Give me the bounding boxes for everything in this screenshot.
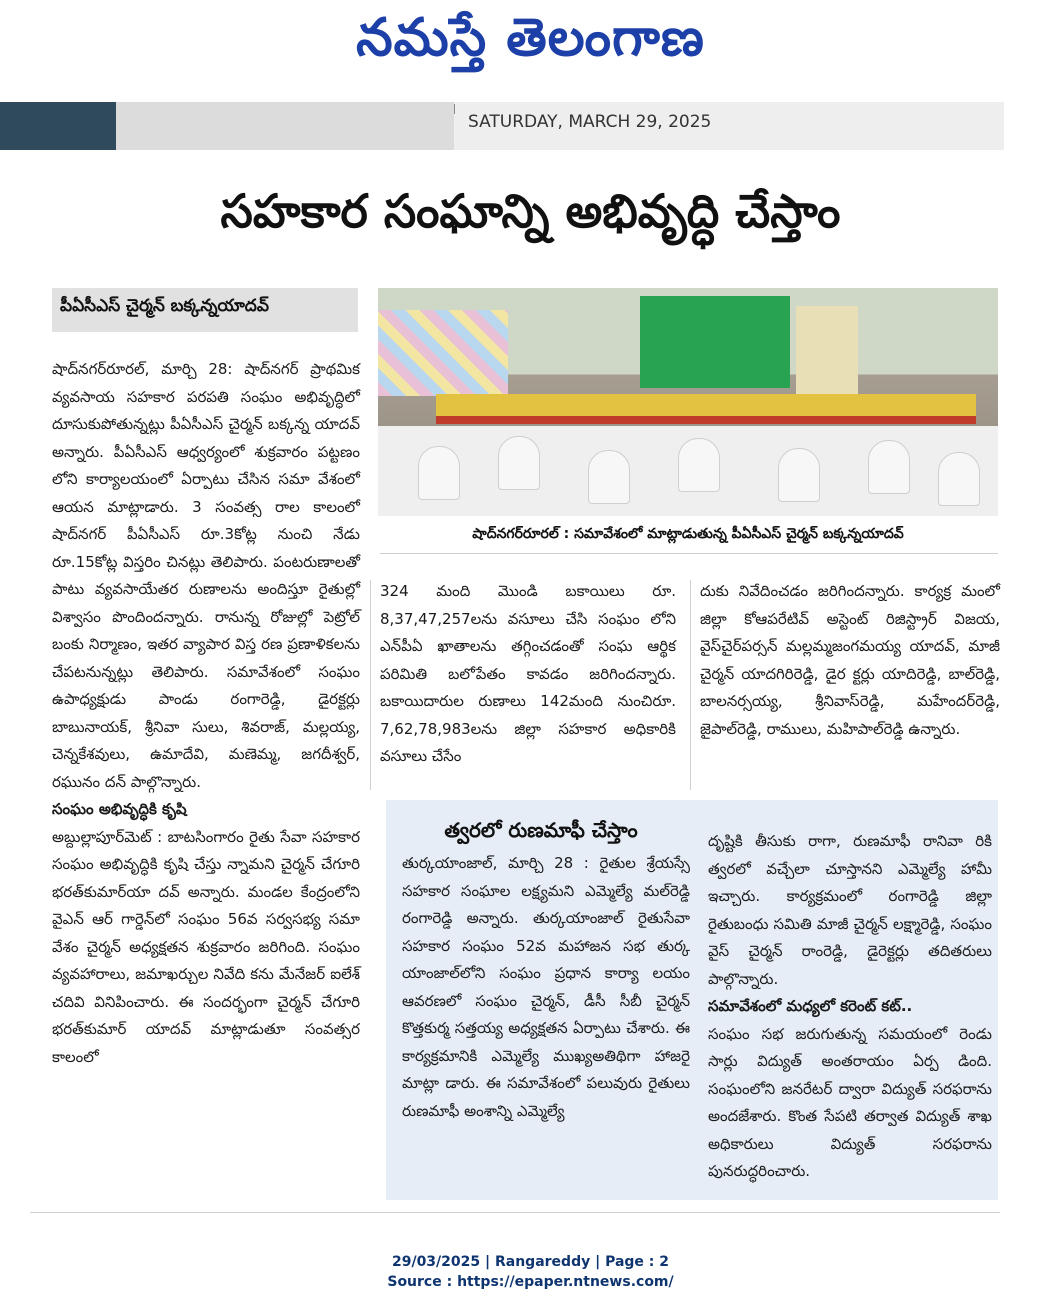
article2-subheading: సంఘం అభివృద్ధికి కృషి	[52, 800, 187, 818]
article1-column-b	[380, 578, 676, 771]
photo-stage-red	[436, 416, 976, 424]
article3-subheading: సమావేశంలో మధ్యలో కరెంట్ కట్..	[708, 997, 913, 1015]
photo-poster	[796, 306, 858, 394]
photo-caption: షాద్‌నగర్‌రూరల్ : సమావేశంలో మాట్లాడుతున్న పీఏసీఎస్ చైర్మన్ బక్కన్నయాదవ్	[472, 526, 904, 542]
date-band-dark-block	[0, 102, 116, 150]
photo-green-banner	[640, 296, 790, 388]
article1-column-c	[700, 578, 1000, 743]
article3-column-d	[402, 850, 690, 1125]
column-divider	[690, 580, 691, 790]
article1-paragraph: 324 మంది మొండి బకాయిలు రూ. 8,37,47,257లను వసూలు చేసి సంఘం లోని ఎన్‌పీఏ ఖాతాలను తగ్గించడంతో సంఘ ఆర్థిక పరిమితి బలోపేతం కావడం జరిగిందన్నారు. బకాయిదారుల రుణాలు 142మంది నుంచిరూ. 7,62,78,983లను జిల్లా సహకార అధికారికి వసూలు చేసేం	[380, 582, 676, 765]
photo-attendee	[588, 450, 630, 504]
footer-edition-line: 29/03/2025 | Rangareddy | Page : 2	[391, 1254, 670, 1270]
subheadline-box	[52, 288, 358, 332]
article1-paragraph: షాద్‌నగర్‌రూరల్, మార్చి 28: షాద్‌నగర్ ప్రాథమిక వ్యవసాయ సహకార పరపతి సంఘం అభివృద్ధిలో దూసుకుపోతున్నట్లు పీఏసీఎస్ చైర్మన్ బక్కన్న యాదవ్ అన్నారు. పీఏసీఎస్ ఆధ్వర్యంలో శుక్రవారం పట్టణం లోని కార్యాలయంలో ఏర్పాటు చేసిన సమా వేశంలో ఆయన మాట్లాడారు. 3 సంవత్స రాల కాలంలో షాద్‌నగర్ పీఏసీఎస్ రూ.3కోట్ల నుంచి నేడు రూ.15కోట్ల విస్తరిం చినట్లు తెలిపారు. పంటరుణాలతో పాటు వ్యవసాయేతర రుణాలను అందిస్తూ రైతుల్లో విశ్వాసం పొందిందన్నారు. రానున్న రోజుల్లో పెట్రోల్ బంకు నిర్మాణం, ఇతర వ్యాపార విస్త రణ ప్రణాళికలను చేపటనున్నట్లు తెలిపారు. సమావేశంలో సంఘం ఉపాధ్యక్షుడు పాండు రంగారెడ్డి, డైరక్టర్లు బాబునాయక్, శ్రీనివా సులు, శివరాజ్, మల్లయ్య, చెన్నకేశవులు, ఉమాదేవి, మణెమ్మ, జగదీశ్వర్, రఘునం దన్ పాల్గొన్నారు.	[52, 360, 360, 791]
article1-column-a	[52, 356, 360, 1071]
photo-attendee	[778, 448, 820, 502]
article3-paragraph: తుర్కయాంజాల్, మార్చి 28 : రైతుల శ్రేయస్సే సహకార సంఘాల లక్ష్యమని ఎమ్మెల్యే మల్‌రెడ్డి రంగారెడ్డి అన్నారు. తుర్కయాంజాల్ రైతుసేవా సహకార సంఘం 52వ మహాజన సభ తుర్క యాంజాల్‌లోని సంఘం ప్రధాన కార్యా లయం ఆవరణలో సంఘం చైర్మన్, డీసీ సీబీ చైర్మన్ కొత్తకుర్మ సత్తయ్య అధ్యక్షతన ఏర్పాటు చేశారు. ఈ కార్యక్రమానికి ఎమ్మెల్యే ముఖ్యఅతిథిగా హాజరై మాట్లా డారు. ఈ సమావేశంలో పలువురు రైతులు రుణమాఫీ అంశాన్ని ఎమ్మెల్యే	[402, 854, 690, 1120]
photo-audience	[378, 426, 998, 516]
main-headline: సహకార సంఘాన్ని అభివృద్ధి చేస్తాం	[220, 184, 841, 238]
article3-paragraph: దృష్టికి తీసుకు రాగా, రుణమాఫీ రానివా రికి త్వరలో వచ్చేలా చూస్తానని ఎమ్మెల్యే హామీ ఇచ్చారు. కార్యక్రమంలో రంగారెడ్డి జిల్లా రైతుబంధు సమితి మాజీ చైర్మన్ లక్ష్మారెడ్డి, సంఘం వైస్ చైర్మన్ రాంరెడ్డి, డైరెక్టర్లు తదితరులు పాల్గొన్నారు.	[708, 832, 992, 988]
photo-attendee	[938, 452, 980, 506]
article3-title: త్వరలో రుణమాఫీ చేస్తాం	[444, 818, 638, 842]
photo-attendee	[498, 436, 540, 490]
article3-column-e	[708, 828, 992, 1186]
date-band-separator	[454, 104, 455, 114]
footer-divider	[30, 1212, 1000, 1213]
footer-source-link[interactable]: Source : https://epaper.ntnews.com/	[387, 1274, 674, 1290]
date-band-gray-block	[116, 102, 454, 150]
news-photo	[378, 288, 998, 516]
column-divider	[370, 580, 371, 790]
photo-attendee	[678, 438, 720, 492]
photo-stage-yellow	[436, 394, 976, 416]
footer	[0, 1252, 1061, 1292]
photo-attendee	[868, 440, 910, 494]
masthead-title: నమస్తే తెలంగాణ	[356, 8, 705, 68]
article1-paragraph: దుకు నివేదించడం జరిగిందన్నారు. కార్యక్ర మంలో జిల్లా కోఆపరేటివ్ అస్టెంట్ రిజిస్ట్రార్ విజయ, వైస్‌చైర్‌పర్సన్ మల్లమ్మజంగమయ్య యాదవ్, మాజీ చైర్మన్ యాదగిరిరెడ్డి, డైర క్టర్లు యాదిరెడ్డి, బాల్‌రెడ్డి, బాలనర్సయ్య, శ్రీనివాస్‌రెడ్డి, మహేందర్‌రెడ్డి, జైపాల్‌రెడ్డి, రాములు, మహిపాల్‌రెడ్డి ఉన్నారు.	[700, 582, 1000, 738]
caption-divider	[380, 553, 998, 554]
article3-paragraph: సంఘం సభ జరుగుతున్న సమయంలో రెండు సార్లు విద్యుత్ అంతరాయం ఏర్ప డింది. సంఘంలోని జనరేటర్ ద్వారా విద్యుత్ సరఫరాను అందజేశారు. కొంత సేపటి తర్వాత విద్యుత్ శాఖ అధికారులు విద్యుత్ సరఫరాను పునరుద్ధరించారు.	[708, 1024, 992, 1180]
subheadline: పీఏసీఎస్ చైర్మన్ బక్కన్నయాదవ్	[60, 296, 269, 316]
article2-paragraph: అబ్దుల్లాపూర్‌మెట్ : బాటసింగారం రైతు సేవా సహకార సంఘం అభివృద్ధికి కృషి చేస్తు న్నామని చైర్మన్ చేగూరి భరత్‌కుమార్‌యా దవ్ అన్నారు. మండల కేంద్రంలోని వైఎన్ ఆర్ గార్డెన్‌లో సంఘం 56వ సర్వసభ్య సమా వేశం చైర్మన్ అధ్యక్షతన శుక్రవారం జరిగింది. సంఘం వ్యవహారాలు, జమాఖర్చుల నివేది కను మేనేజర్ ఐలేశ్ చదివి వినిపించారు. ఈ సందర్భంగా చైర్మన్ చేగూరి భరత్‌కుమార్ యాదవ్ మాట్లాడుతూ సంవత్సర కాలంలో	[52, 827, 360, 1066]
photo-attendee	[418, 446, 460, 500]
photo-floral-backdrop	[378, 310, 508, 396]
masthead	[0, 0, 1061, 100]
dateline: SATURDAY, MARCH 29, 2025	[468, 112, 712, 132]
